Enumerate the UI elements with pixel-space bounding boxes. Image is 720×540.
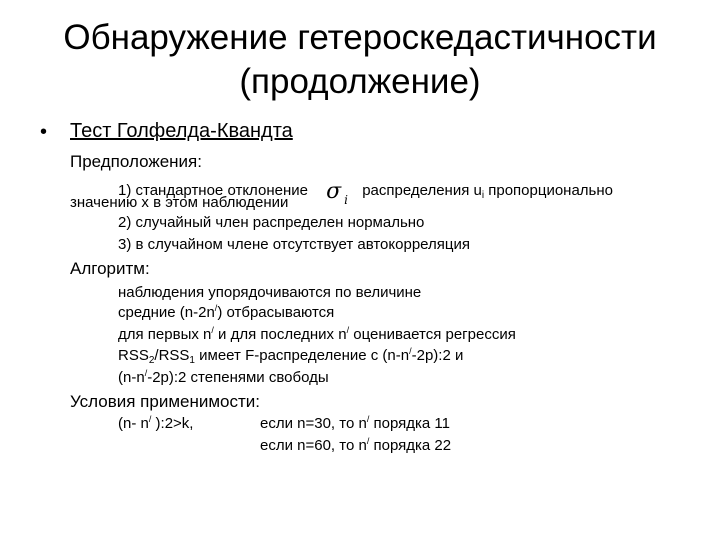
condition-prime: / bbox=[148, 414, 152, 424]
example-1-text-b: порядка 11 bbox=[369, 415, 450, 432]
assumption-3: 3) в случайном члене отсутствует автокорреляция bbox=[118, 236, 470, 253]
algorithm-step-3 bbox=[118, 326, 516, 343]
step-4-sub-2: 1 bbox=[189, 355, 195, 366]
step-4-text-d: -2р):2 и bbox=[411, 347, 464, 364]
step-3-text-b: и для последних n bbox=[213, 326, 347, 343]
step-2-text-b: ) отбрасываются bbox=[217, 304, 335, 321]
step-4-text-a: RSS bbox=[118, 347, 149, 364]
step-3-prime-1: / bbox=[211, 325, 214, 335]
example-1-prime: / bbox=[366, 414, 370, 424]
algorithm-step-2 bbox=[118, 304, 334, 321]
slide-title bbox=[0, 16, 720, 104]
example-2-text-b: порядка 22 bbox=[369, 437, 452, 454]
conditions-heading: Условия применимости: bbox=[70, 392, 261, 411]
condition-example-2 bbox=[260, 437, 451, 454]
condition-example-1 bbox=[260, 415, 450, 432]
step-5-text-b: -2р):2 степенями свободы bbox=[147, 369, 329, 386]
condition-text-b: ):2>k, bbox=[151, 415, 194, 432]
condition-formula bbox=[118, 415, 193, 432]
assumption-1-text-b: распределения u bbox=[362, 182, 482, 199]
step-4-sub-1: 2 bbox=[148, 355, 155, 366]
test-name: Тест Голфелда-Квандта bbox=[70, 120, 293, 142]
condition-text-a: (n- n bbox=[118, 415, 149, 432]
assumption-1-text-a: 1) стандартное отклонение bbox=[118, 182, 308, 199]
bullet-marker: • bbox=[40, 121, 48, 143]
assumptions-heading: Предположения: bbox=[70, 152, 202, 171]
algorithm-step-5 bbox=[118, 369, 329, 386]
title-line-2: (продолжение) bbox=[239, 62, 481, 101]
algorithm-heading: Алгоритм: bbox=[70, 259, 150, 278]
step-2-text-a: средние (n-2n bbox=[118, 304, 215, 321]
step-4-text-c: имеет F-распределение с (n-n bbox=[194, 347, 410, 364]
step-4-text-b: /RSS bbox=[154, 347, 190, 364]
example-2-prime: / bbox=[366, 436, 370, 446]
assumption-1-line-2: значению x в этом наблюдении bbox=[70, 194, 289, 211]
step-3-text-c: оценивается регрессия bbox=[349, 326, 516, 343]
sigma-index: i bbox=[344, 193, 349, 207]
step-5-text-a: (n-n bbox=[118, 369, 145, 386]
sigma-symbol: σ bbox=[326, 179, 342, 204]
title-line-1: Обнаружение гетероскедастичности bbox=[63, 18, 657, 57]
u-index: i bbox=[481, 190, 485, 201]
step-4-prime: / bbox=[409, 346, 412, 356]
step-2-prime: / bbox=[214, 303, 218, 313]
algorithm-step-1: наблюдения упорядочиваются по величине bbox=[118, 284, 422, 301]
algorithm-step-4 bbox=[118, 347, 463, 364]
assumption-2: 2) случайный член распределен нормально bbox=[118, 214, 425, 231]
example-1-text-a: если n=30, то n bbox=[260, 415, 367, 432]
step-3-text-a: для первых n bbox=[118, 326, 212, 343]
example-2-text-a: если n=60, то n bbox=[260, 437, 367, 454]
step-5-prime: / bbox=[144, 368, 148, 378]
step-3-prime-2: / bbox=[346, 325, 350, 335]
assumption-1-text-c: пропорционально bbox=[488, 182, 613, 199]
